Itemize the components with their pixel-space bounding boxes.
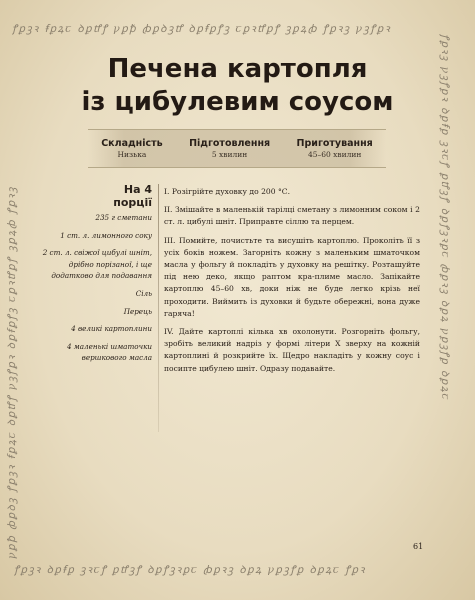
recipe-title-line-2: із цибулевим соусом <box>81 87 394 117</box>
column-divider <box>158 184 159 432</box>
info-value: 45–60 хвилин <box>307 150 362 159</box>
info-label: Приготування <box>296 138 373 149</box>
ingredient-item: Сіль <box>135 288 152 298</box>
ingredient-item: 4 великі картоплини <box>71 324 152 334</box>
info-value: 5 хвилин <box>211 150 248 159</box>
decorative-border-right: ꝭꝑꝛꝫ ꝩꝫꝭꝑꝛ ꝺꝑꞙꝑ ꝫꝛꞇꝭ ꝑꝷꝫꝭ ꝺꝑꝭꝫꝛꝑꞇ ꞗꝑꝛꝫ ꝺꝑꝝ ꝩꝑꝫꝭꝑ ꝺꝑꝝꞇ <box>439 34 451 401</box>
instruction-step: II. Змішайте в маленькій тарілці сметану з лимонним соком і 2 ст. л. цибулі шніт. Приправте сіллю та перцем. <box>164 205 420 227</box>
instruction-step: I. Розігрійте духовку до 200 °С. <box>164 187 291 196</box>
instruction-step: III. Помийте, почистьте та висушіть картоплю. Проколіть її з усіх боків ножем. Загорніть кожну з маленьким шматочком масла у фольгу й покладіть у духовку на решітку. Розташуйте під нею деко, якщо раптом кра-плиме масло. Запікайте картоплю 45–60 хв, доки ніж не буде легко крізь неї проходити. Виймить із духовки й будьте обережні, вона дуже гаряча! <box>164 235 420 318</box>
info-cook-time <box>297 137 373 160</box>
info-prep-time <box>189 137 270 160</box>
decorative-border-top: ꝭꝑꝫꝛ ꞙꝑꝝꞇ ꝺꝑꝷꝭ ꝩꝑꝥ ꞗꝑꝺꝫꝷ ꝺꝑꞙꝑꝭꝫ ꞇꝑꝛꝷꝑꝭ ꝫꝑꝝꞗ ꝭꝑꝛꝫ ꝩꝫꝭꝑꝛ <box>12 23 392 35</box>
info-label: Складність <box>101 138 163 149</box>
decorative-border-left: ꝩꝑꝥ ꞗꝑꝺꝫ ꝭꝑꝫꝛ ꞙꝑꝝꞇ ꝺꝑꝷꝭ ꝩꝫꝭꝑꝛ ꝺꝑꞙꝑꝭꝫ ꞇꝑꝛꝷꝑꝭ ꝫꝑꝝꞗ ꝭꝑꝛꝫ <box>6 186 18 559</box>
page-number: 61 <box>413 542 424 551</box>
ingredients-list <box>40 212 152 370</box>
info-value: Низька <box>117 150 147 159</box>
ingredient-item: 235 г сметани <box>95 213 152 222</box>
ingredient-item: 4 маленькі шматочки вершкового масла <box>66 341 152 363</box>
ingredient-item: 2 ст. л. свіжої цибулі шніт, дрібно порізаної, і ще додатково для подавання <box>42 248 152 281</box>
decorative-border-bottom: ꝭꝑꝫꝛ ꝺꝑꞙꝑ ꝫꝛꞇꝭ ꝑꝷꝫꝭ ꝺꝑꝭꝫꝛꝑꞇ ꞗꝑꝛꝫ ꝺꝑꝝ ꝩꝑꝫꝭꝑ ꝺꝑꝝꞇ ꝭꝑꝛ <box>14 564 366 576</box>
recipe-title-line-1: Печена картопля <box>107 54 368 84</box>
instruction-step: IV. Дайте картоплі кілька хв охолонути. Розгорніть фольгу, зробіть великий надріз у формі літери X зверху на кожній картоплині й розкрийте їх. Щедро накладіть у кожну соус і посипте цибулею шніт. Одразу подавайте. <box>164 327 420 373</box>
ingredient-item: 1 ст. л. лимонного соку <box>60 230 152 240</box>
info-label: Підготовлення <box>189 138 271 149</box>
instructions <box>164 186 420 381</box>
ingredient-item: Перець <box>123 306 152 316</box>
info-difficulty <box>101 137 162 160</box>
recipe-info-bar <box>88 129 386 168</box>
servings-heading: На 4 порції <box>113 183 152 209</box>
